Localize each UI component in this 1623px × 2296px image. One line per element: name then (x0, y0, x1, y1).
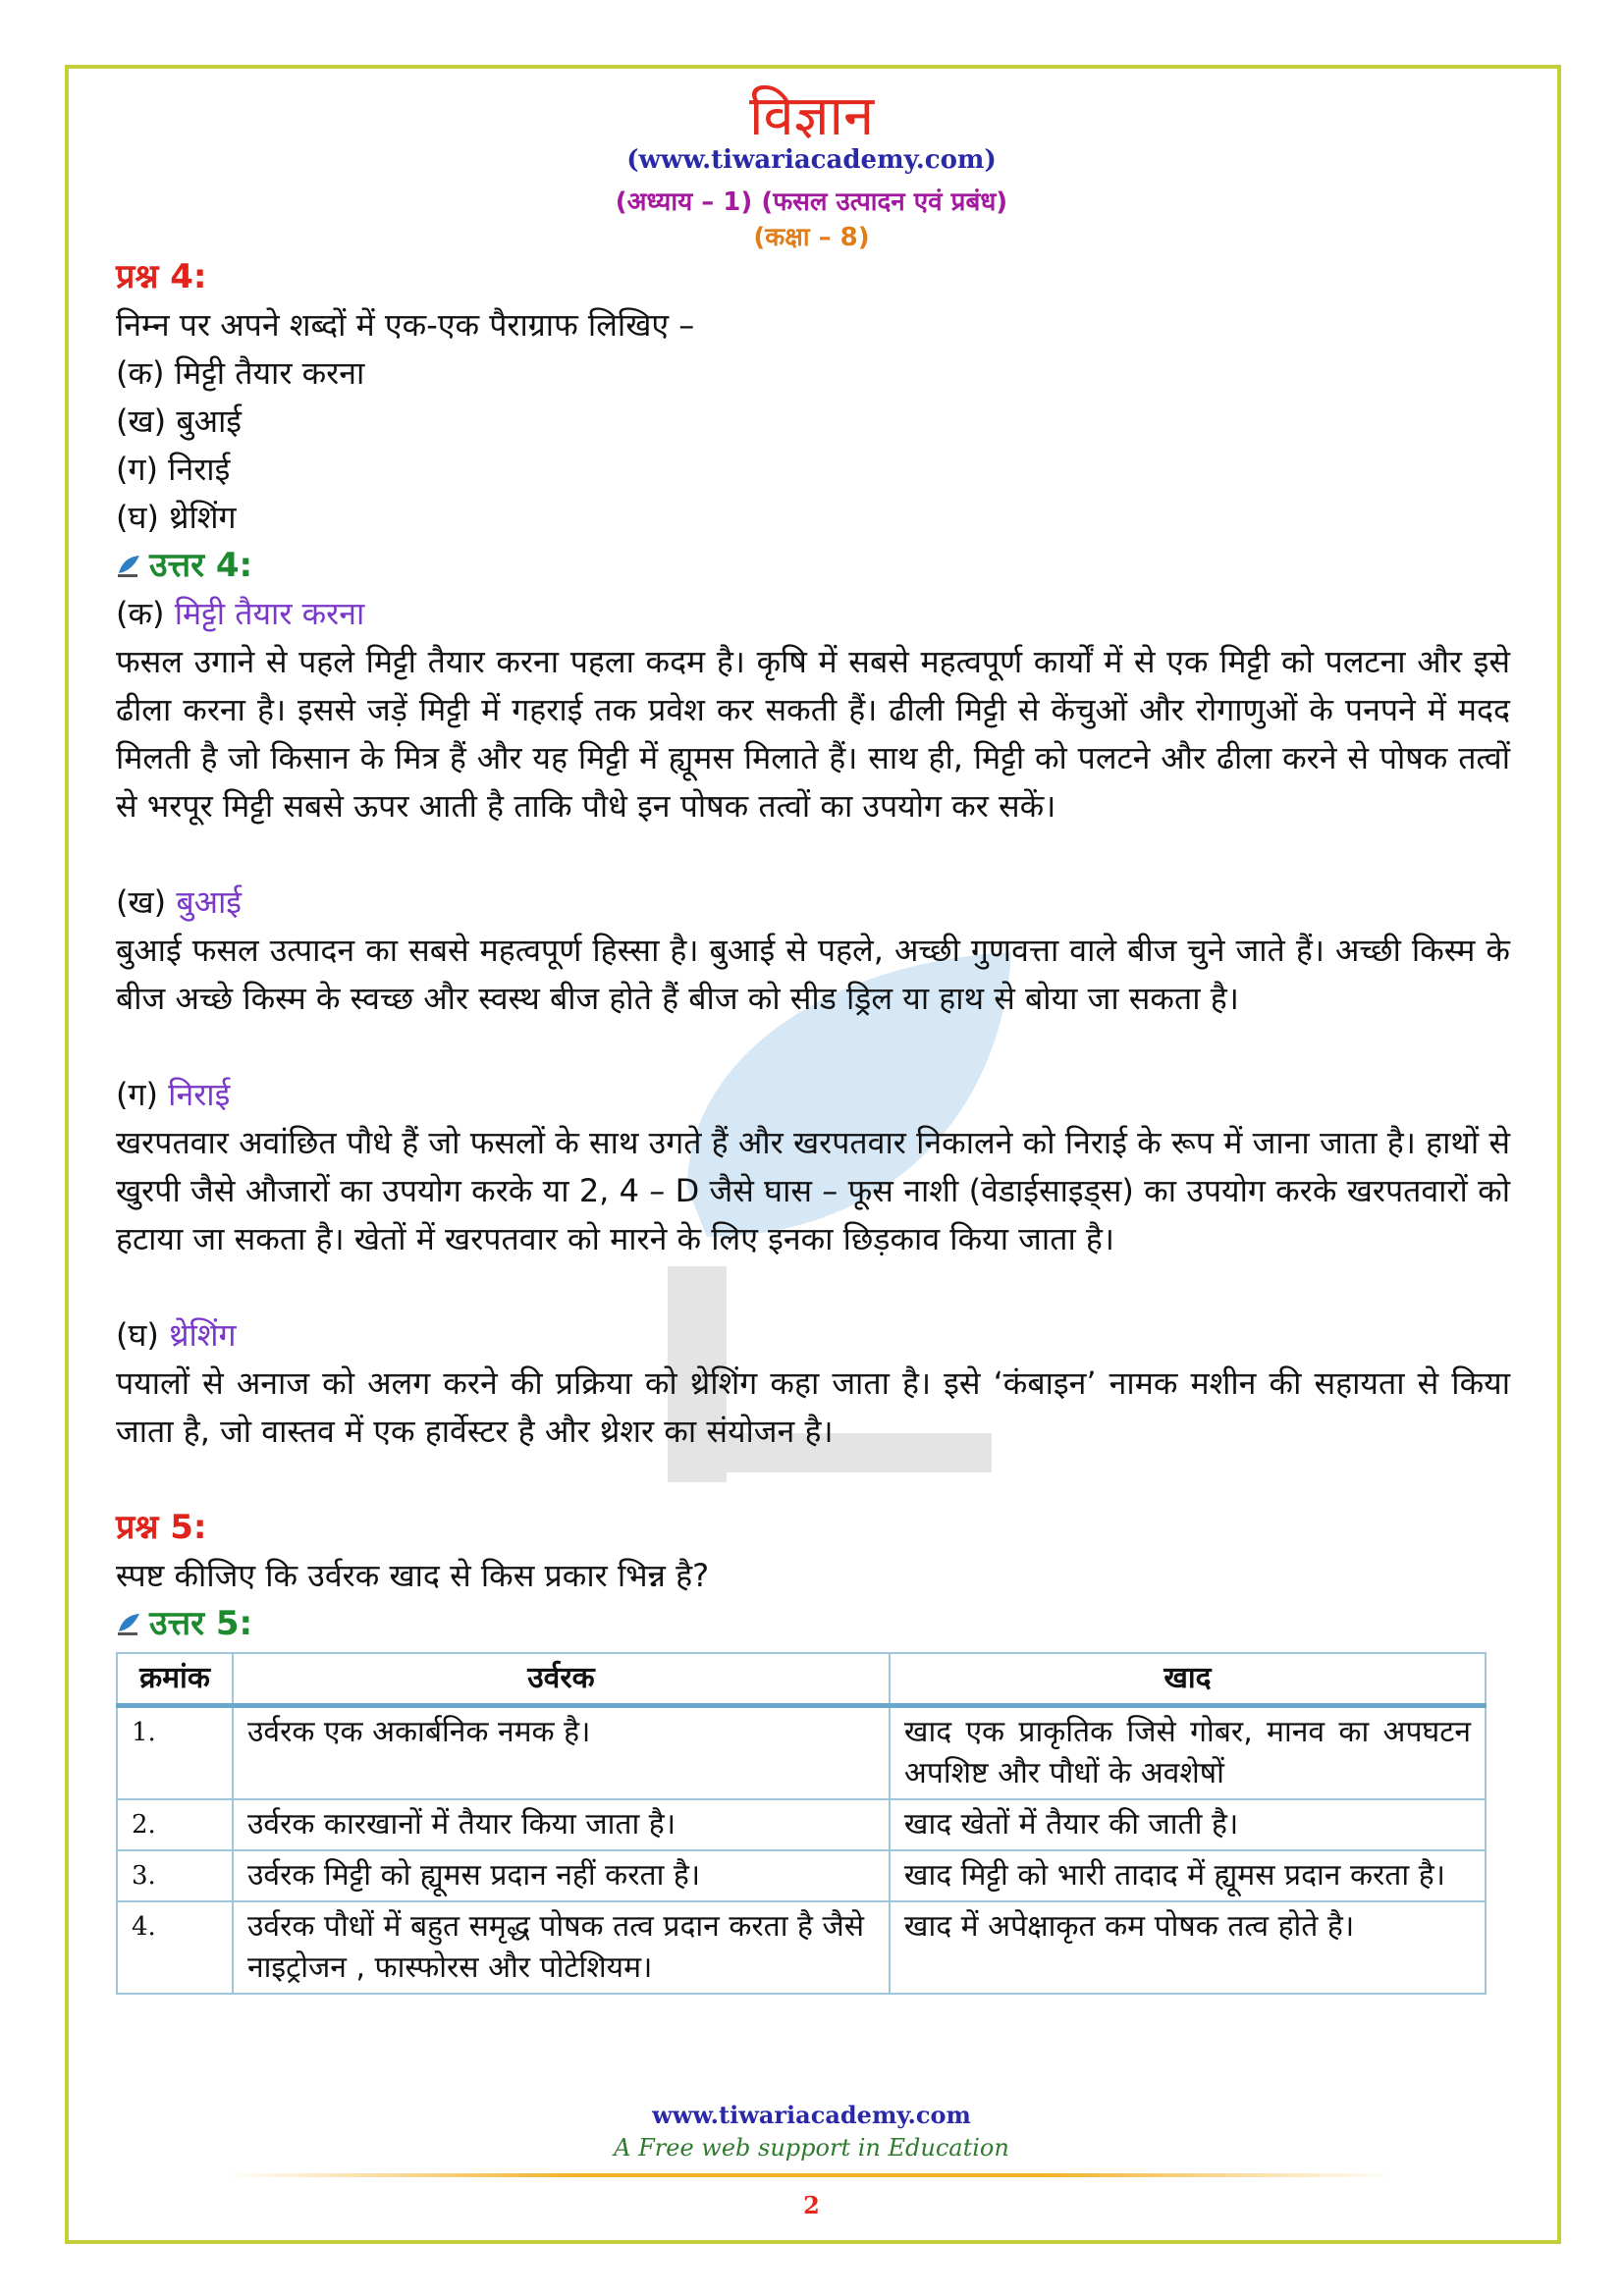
table-cell: 3. (117, 1850, 233, 1901)
section-prefix: (घ) (116, 1316, 170, 1354)
question-4-label: प्रश्न 4: (116, 257, 207, 296)
header-website: (www.tiwariacademy.com) (626, 145, 997, 175)
chapter-title: (अध्याय – 1) (फसल उत्पादन एवं प्रबंध) (615, 187, 1008, 217)
main-content (116, 253, 1510, 1995)
answer-section-heading (116, 1071, 1510, 1119)
column-header: उर्वरक (233, 1653, 890, 1706)
answer-5-heading (116, 1600, 1510, 1648)
table-cell: 4. (117, 1901, 233, 1994)
answer-4-label: उत्तर 4: (149, 546, 253, 585)
footer-tagline: A Free web support in Education (614, 2134, 1009, 2162)
answer-5-label: उत्तर 5: (149, 1604, 253, 1643)
page-title: विज्ञान (748, 84, 875, 148)
table-cell: खाद में अपेक्षाकृत कम पोषक तत्व होते है। (890, 1901, 1486, 1994)
section-title: मिट्टी तैयार करना (174, 595, 365, 632)
table-cell: खाद मिट्टी को भारी तादाद में ह्यूमस प्रदान करता है। (890, 1850, 1486, 1901)
answer-section-heading (116, 879, 1510, 927)
footer-website-link[interactable]: www.tiwariacademy.com (652, 2101, 971, 2129)
table-header-row (117, 1653, 1486, 1706)
table-row (117, 1901, 1486, 1994)
footer-divider (226, 2173, 1394, 2177)
answer-4-heading (116, 542, 1510, 590)
table-cell: 2. (117, 1799, 233, 1850)
section-body: बुआई फसल उत्पादन का सबसे महत्वपूर्ण हिस्सा है। बुआई से पहले, अच्छी गुणवत्ता वाले बीज चुने जाते हैं। अच्छी किस्म के बीज अच्छे किस्म के स्वच्छ और स्वस्थ बीज होते हैं बीज को सीड ड्रिल या हाथ से बोया जा सकता है। (116, 932, 1510, 1017)
answer-section-heading (116, 1311, 1510, 1360)
section-body: फसल उगाने से पहले मिट्टी तैयार करना पहला कदम है। कृषि में सबसे महत्वपूर्ण कार्यों में से एक मिट्टी को पलटना और इसे ढीला करना है। इससे जड़ें मिट्टी में गहराई तक प्रवेश कर सकती हैं। ढीली मिट्टी से केंचुओं और रोगाणुओं के पनपने में मदद मिलती है जो किसान के मित्र हैं और यह मिट्टी में ह्यूमस मिलाते हैं। साथ ही, मिट्टी को पलटने और ढीला करने से पोषक तत्वों से भरपूर मिट्टी सबसे ऊपर आती है ताकि पौधे इन पोषक तत्वों का उपयोग कर सकें। (116, 643, 1510, 825)
section-body: पयालों से अनाज को अलग करने की प्रक्रिया को थ्रेशिंग कहा जाता है। इसे ‘कंबाइन’ नामक मशीन की सहायता से किया जाता है, जो वास्तव में एक हार्वेस्टर है और थ्रेशर का संयोजन है। (116, 1364, 1510, 1450)
section-title: बुआई (176, 883, 243, 921)
table-cell: उर्वरक पौधों में बहुत समृद्ध पोषक तत्व प्रदान करता है जैसे नाइट्रोजन , फास्फोरस और पोटेशियम। (233, 1901, 890, 1994)
question-4-item: (घ) थ्रेशिंग (116, 499, 237, 536)
section-title: निराई (168, 1076, 231, 1113)
section-body: खरपतवार अवांछित पौधे हैं जो फसलों के साथ उगते हैं और खरपतवार निकालने को निराई के रूप में जाना जाता है। हाथों से खुरपी जैसे औजारों का उपयोग करके या 2, 4 – D जैसे घास – फूस नाशी (वेडाईसाइड्स) का उपयोग करके खरपतवारों को हटाया जा सकता है। खेतों में खरपतवार को मारने के लिए इनका छिड़काव किया जाता है। (116, 1124, 1510, 1257)
question-5-label: प्रश्न 5: (116, 1508, 207, 1547)
column-header: खाद (890, 1653, 1486, 1706)
pen-icon (116, 1612, 141, 1637)
pen-icon (116, 554, 141, 579)
question-5-text: स्पष्ट कीजिए कि उर्वरक खाद से किस प्रकार भिन्न है? (116, 1557, 710, 1594)
table-row (117, 1706, 1486, 1800)
column-header: क्रमांक (117, 1653, 233, 1706)
table-row (117, 1850, 1486, 1901)
answer-section-heading (116, 590, 1510, 638)
comparison-table (116, 1652, 1487, 1995)
question-4-item: (ख) बुआई (116, 402, 243, 440)
spacer (116, 1456, 1510, 1504)
section-prefix: (ख) (116, 883, 177, 921)
table-row (117, 1799, 1486, 1850)
spacer (116, 1023, 1510, 1071)
section-prefix: (क) (116, 595, 175, 632)
section-prefix: (ग) (116, 1076, 169, 1113)
table-cell: उर्वरक मिट्टी को ह्यूमस प्रदान नहीं करता है। (233, 1850, 890, 1901)
table-cell: खाद एक प्राकृतिक जिसे गोबर, मानव का अपघटन अपशिष्ट और पौधों के अवशेषों (890, 1706, 1486, 1800)
section-title: थ्रेशिंग (169, 1316, 237, 1354)
class-label: (कक्षा – 8) (753, 223, 870, 252)
question-4-item: (क) मिट्टी तैयार करना (116, 354, 365, 392)
table-cell: 1. (117, 1706, 233, 1800)
table-cell: खाद खेतों में तैयार की जाती है। (890, 1799, 1486, 1850)
table-cell: उर्वरक एक अकार्बनिक नमक है। (233, 1706, 890, 1800)
table-cell: उर्वरक कारखानों में तैयार किया जाता है। (233, 1799, 890, 1850)
spacer (116, 1263, 1510, 1311)
spacer (116, 830, 1510, 879)
question-4-text: निम्न पर अपने शब्दों में एक-एक पैराग्राफ लिखिए – (116, 306, 695, 344)
page-number: 2 (803, 2191, 820, 2219)
question-4-item: (ग) निराई (116, 451, 231, 488)
